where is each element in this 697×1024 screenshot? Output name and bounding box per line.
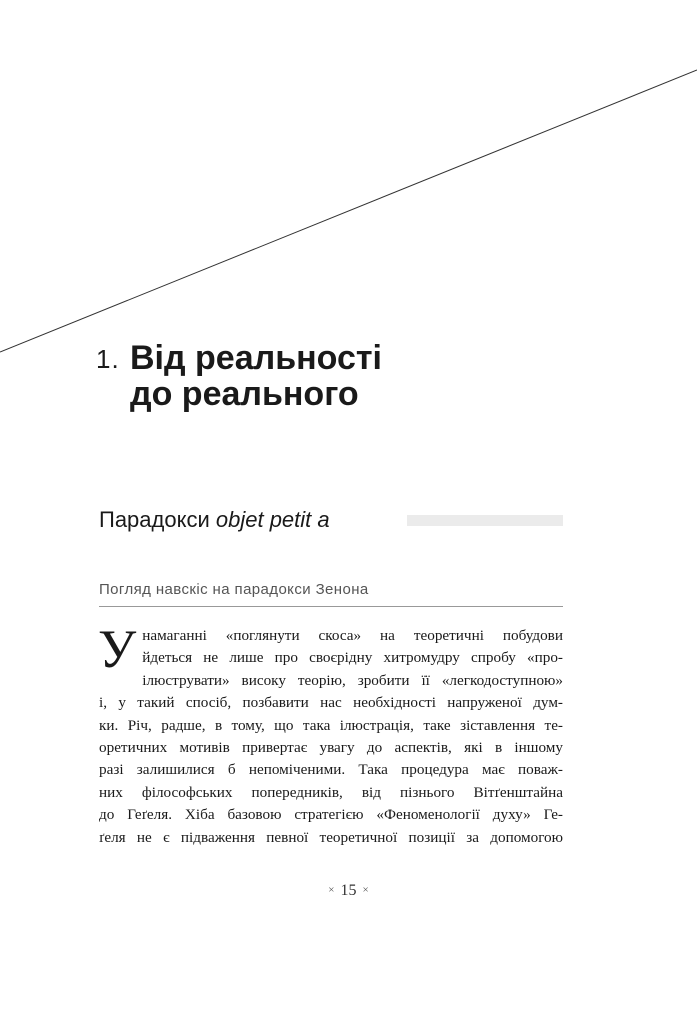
page-number: [0, 882, 697, 900]
section-title-italic: objet petit a: [215, 507, 330, 532]
subsection-title: Погляд навскіс на парадокси Зенона: [99, 580, 563, 607]
body-line: разі залишилися б непоміченими. Така процедура має поваж-: [99, 761, 563, 779]
section-title-plain: Парадокси: [99, 507, 216, 532]
body-line: ілюструвати» високу теорію, зробити її «легкодоступною»: [142, 671, 563, 689]
body-line: ґеля не є підваження певної теоретичної позиції за допомогою: [99, 828, 563, 846]
body-line: до Геґеля. Хіба базовою стратегією «Феноменології духу» Ге-: [99, 806, 563, 824]
page-number-value: 15: [340, 882, 357, 899]
body-line: оретичних мотивів привертає увагу до аспектів, які в іншому: [99, 739, 563, 757]
body-line: і, у такий спосіб, позбавити нас необхідності напруженої дум-: [99, 694, 563, 712]
section-title: [99, 506, 340, 534]
chapter-title: [130, 340, 470, 412]
chapter-title-line-2: до реального: [130, 375, 359, 413]
chapter-number: 1.: [96, 344, 120, 374]
section-heading-bar: [407, 515, 563, 526]
body-line: намаганні «поглянути скоса» на теоретичні побудови: [142, 627, 563, 644]
body-text: [98, 619, 563, 849]
body-line: ки. Річ, радше, в тому, що така ілюстрація, таке зіставлення те-: [99, 716, 563, 734]
body-line: йдеться не лише про своєрідну хитромудру спробу «про-: [142, 649, 563, 667]
section-heading: [99, 506, 563, 534]
page-ornament-right: ×: [362, 884, 369, 896]
page-ornament-left: ×: [328, 884, 335, 896]
body-line: них філософських попередників, від пізнього Вітґенштайна: [99, 783, 563, 801]
drop-cap: У: [98, 619, 137, 679]
chapter-title-line-1: Від реальності: [130, 339, 382, 377]
